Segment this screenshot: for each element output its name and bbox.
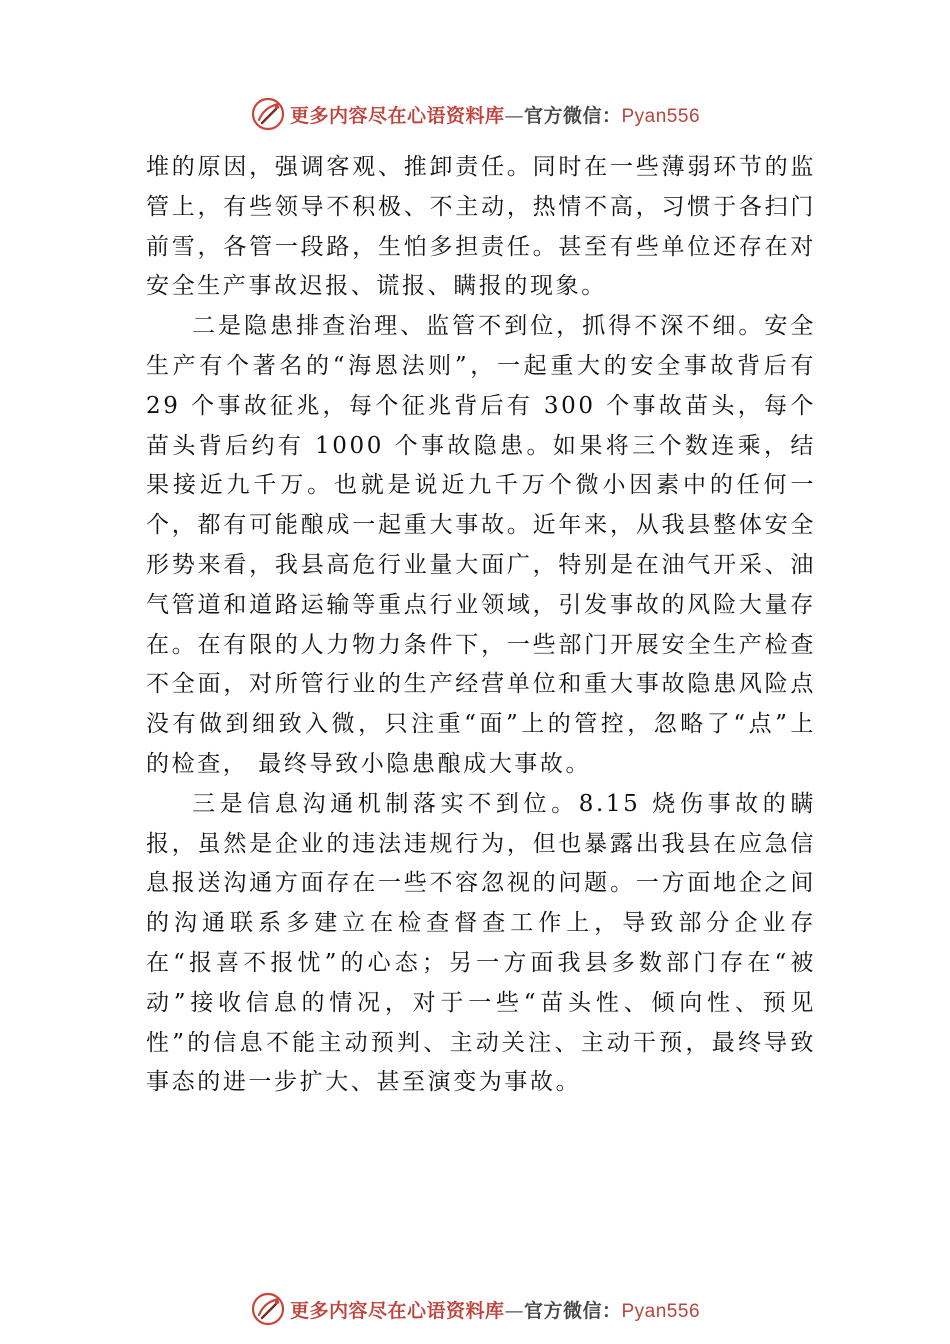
paragraph-continuation: 堆的原因，强调客观、推卸责任。同时在一些薄弱环节的监管上，有些领导不积极、不主动，热情不高，习惯于各扫门前雪，各管一段路，生怕多担责任。甚至有些单位还存在对安全生产事故迟报、谎报、瞒报的现象。 <box>146 154 816 300</box>
logo-icon <box>250 96 286 132</box>
banner-separator: — <box>504 1299 524 1322</box>
paragraph-hazard-inspection: 二是隐患排查治理、监管不到位，抓得不深不细。安全生产有个著名的“海恩法则”，一起重大的安全事故背后有 29 个事故征兆，每个征兆背后有 300 个事故苗头，每个苗头背后约有 1000 个事故隐患。如果将三个数连乘，结果接近九千万。也就是说近九千万个微小因素中的任何一个，都有可能酿成一起重大事故。近年来，从我县整体安全形势来看，我县高危行业量大面广，特别是在油气开采、油气管道和道路运输等重点行业领域，引发事故的风险大量存在。在有限的人力物力条件下，一些部门开展安全生产检查不全面，对所管行业的生产经营单位和重大事故隐患风险点没有做到细致入微，只注重“面”上的管控，忽略了“点”上的检查， 最终导致小隐患酿成大事故。 <box>146 313 816 777</box>
logo-icon <box>250 1291 286 1327</box>
document-body <box>146 148 816 1103</box>
banner-text <box>290 1296 700 1323</box>
banner-separator: — <box>504 104 524 127</box>
banner-library-name: 更多内容尽在心语资料库 <box>289 104 505 127</box>
banner-library-name: 更多内容尽在心语资料库 <box>289 1299 505 1322</box>
banner-wechat-id: Pyan556 <box>621 1300 701 1322</box>
footer-banner <box>0 1289 950 1329</box>
banner-wechat-id: Pyan556 <box>621 105 701 127</box>
banner-text <box>290 101 700 128</box>
header-banner <box>0 94 950 134</box>
banner-wechat-label: 官方微信： <box>523 1299 622 1322</box>
paragraph-info-communication: 三是信息沟通机制落实不到位。8.15 烧伤事故的瞒报，虽然是企业的违法违规行为，但也暴露出我县在应急信息报送沟通方面存在一些不容忽视的问题。一方面地企之间的沟通联系多建立在检查督查工作上，导致部分企业存在“报喜不报忧”的心态；另一方面我县多数部门存在“被动”接收信息的情况，对于一些“苗头性、倾向性、预见性”的信息不能主动预判、主动关注、主动干预，最终导致事态的进一步扩大、甚至演变为事故。 <box>146 790 816 1096</box>
banner-wechat-label: 官方微信： <box>523 104 622 127</box>
